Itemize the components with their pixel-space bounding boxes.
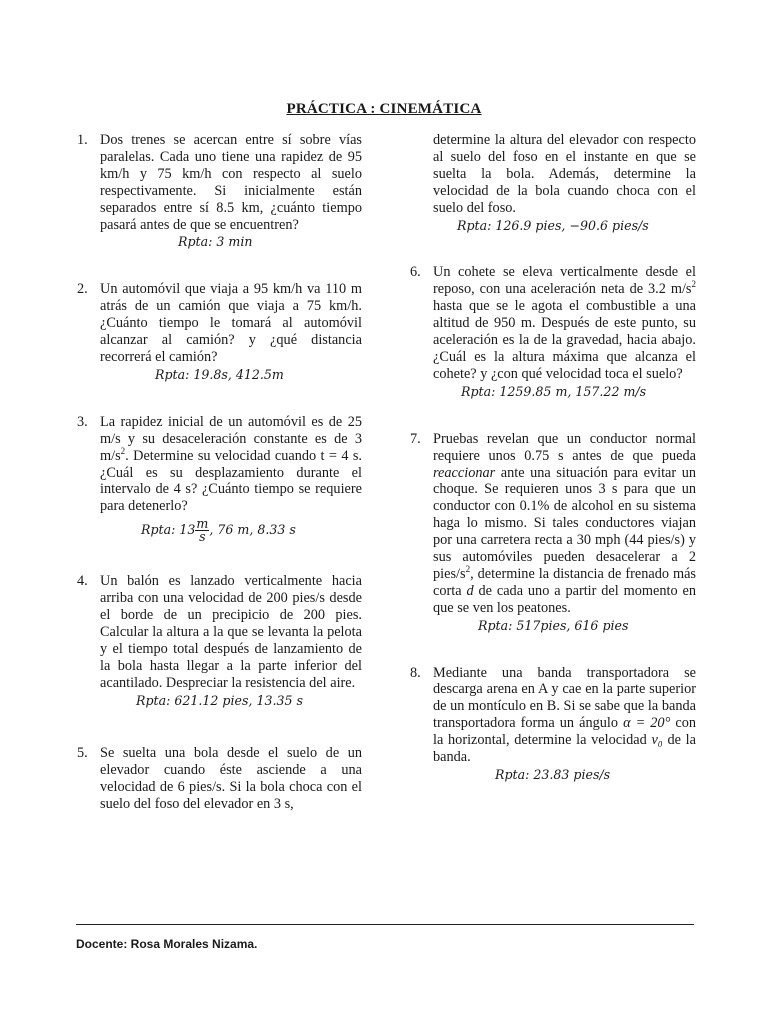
problem-2: [77, 281, 362, 383]
problem-5: [77, 745, 362, 813]
problem-text: Dos trenes se acercan entre sí sobre vías paralelas. Cada uno tiene una rapidez de 95 km/h y 75 km/h con respecto al suelo respectivamente. Si inicialmente están separados entre sí 8.5 km, ¿cuánto tiempo pasará antes de que se encuentren?: [100, 132, 362, 233]
problem-number: 6.: [410, 264, 421, 281]
answer: Rpta: 1259.85 m, 157.22 m/s: [461, 383, 647, 399]
problem-number: 5.: [77, 745, 88, 762]
problem-7: [410, 431, 696, 635]
fraction: $\frac{m}{s}$: [196, 516, 209, 545]
problem-text: Un cohete se eleva verticalmente desde el reposo, con una aceleración neta de 3.2 $m/s^2$ hasta que se le agota el combustible a una altitud de 950 m. Después de este punto, su aceleración es la de la gravedad, hacia abajo. ¿Cuál es la altura máxima que alcanza el cohete? y ¿con qué velocidad toca el suelo?: [433, 264, 696, 382]
answer: Rpta: 19.8s, 412.5m: [155, 366, 284, 382]
answer: Rpta: 3 min: [178, 234, 253, 250]
answer: Rpta: 621.12 pies, 13.35 s: [136, 692, 303, 708]
problem-text: Pruebas revelan que un conductor normal requiere unos 0.75 s antes de que pueda reaccionar ante una situación para evitar un choque. Se requieren unos 3 s para que un conductor con 0.1% de alcohol en su sistema haga lo mismo. Si tales conductores viajan por una carretera recta a 30 mph (44 pies/s) y sus automóviles pueden desacelerar a 2 pies/$s^2$, determine la distancia de frenado más corta d de cada uno a partir del momento en que se ven los peatones.: [433, 430, 696, 616]
problem-6: [410, 264, 696, 400]
problem-5-continued: [410, 132, 696, 234]
problem-text: Un balón es lanzado verticalmente hacia arriba con una velocidad de 200 pies/s desde el borde de un precipicio de 200 pies. Calcular la altura a la que se levanta la pelota y el tiempo total después de lanzamiento de la bola hasta llegar a la parte inferior del acantilado. Despreciar la resistencia del aire.: [100, 573, 362, 691]
problem-8: [410, 665, 696, 784]
problem-4: [77, 573, 362, 709]
answer: Rpta: 23.83 pies/s: [495, 767, 611, 782]
answer: Rpta: 126.9 pies, −90.6 pies/s: [457, 217, 649, 233]
footer-divider: [76, 924, 694, 925]
problem-number: 4.: [77, 573, 88, 590]
problem-number: 7.: [410, 430, 421, 447]
problem-number: 2.: [77, 281, 88, 298]
page-title: PRÁCTICA : CINEMÁTICA: [286, 101, 482, 117]
answer: Rpta: 13 $\frac{m}{s}$ , 76 m, 8.33 s: [141, 516, 296, 545]
problem-text: Un automóvil que viaja a 95 km/h va 110 m atrás de un camión que viaja a 75 km/h. ¿Cuánto tiempo le tomará al automóvil alcanzar al camión? y ¿qué distancia recorrerá el camión?: [100, 281, 362, 365]
right-column: [410, 132, 696, 814]
problem-3: [77, 414, 362, 543]
problem-number: 3.: [77, 413, 88, 430]
problem-number: 8.: [410, 664, 421, 681]
footer-teacher: Docente: Rosa Morales Nizama.: [76, 937, 258, 951]
problem-1: [77, 132, 362, 251]
problem-text: determine la altura del elevador con respecto al suelo del foso en el instante en que se suelta la bola. Además, determine la velocidad de la bola cuando choca con el suelo del foso.: [433, 132, 696, 216]
problem-text: La rapidez inicial de un automóvil es de 25 m/s y su desaceleración constante es de 3 $m/s^2$. Determine su velocidad cuando t = 4 s. ¿Cuál es su desplazamiento durante el intervalo de 4 s? ¿Cuánto tiempo se requiere para detenerlo?: [100, 413, 362, 515]
problem-text: Se suelta una bola desde el suelo de un elevador cuando éste asciende a una velocidad de 6 pies/s. Si la bola choca con el suelo del foso del elevador en 3 s,: [100, 745, 362, 813]
answer: Rpta: 517pies, 616 pies: [478, 617, 629, 633]
problem-number: 1.: [77, 132, 88, 148]
problem-text: Mediante una banda transportadora se descarga arena en A y cae en la parte superior de un montículo en B. Si se sabe que la banda transportadora forma un ángulo α = 20° con la horizontal, determine la velocidad v₀ de la banda.: [433, 664, 696, 766]
left-column: [77, 132, 362, 843]
